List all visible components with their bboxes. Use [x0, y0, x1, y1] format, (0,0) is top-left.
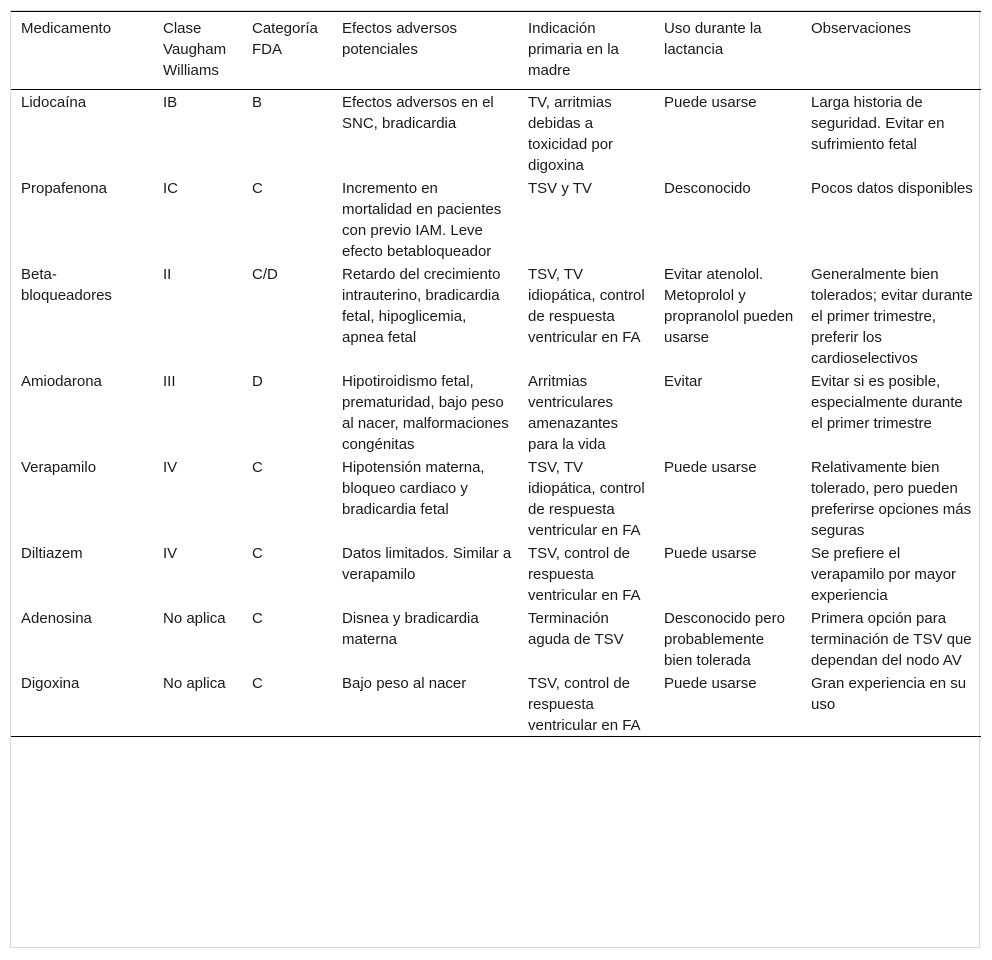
table-row [11, 90, 981, 177]
header-medicamento: Medicamento [21, 20, 112, 37]
cell-clase: No aplica [163, 610, 226, 627]
antiarrhythmic-drugs-table [11, 11, 981, 737]
header-indicacion: Indicación primaria en la madre [528, 20, 619, 79]
cell-medicamento: Verapamilo [21, 459, 97, 476]
cell-medicamento: Digoxina [21, 675, 80, 692]
cell-categoria: B [252, 94, 263, 111]
table-header [11, 12, 981, 90]
table-row [11, 262, 981, 369]
table-row [11, 671, 981, 737]
cell-clase: IV [163, 545, 178, 562]
table-body [11, 90, 981, 737]
cell-lactancia: Puede usarse [664, 545, 757, 562]
cell-observaciones: Gran experiencia en su uso [811, 675, 967, 713]
cell-observaciones: Generalmente bien tolerados; evitar durante el primer trimestre, preferir los cardioselectivos [811, 266, 973, 367]
cell-efectos: Hipotensión materna, bloqueo cardiaco y bradicardia fetal [342, 459, 485, 518]
header-lactancia: Uso durante la lactancia [664, 20, 762, 58]
cell-observaciones: Se prefiere el verapamilo por mayor experiencia [811, 545, 957, 604]
table-row [11, 606, 981, 671]
header-categoria-fda: Categoría FDA [252, 20, 318, 58]
cell-indicacion: TSV y TV [528, 180, 592, 197]
cell-indicacion: TSV, TV idiopática, control de respuesta ventricular en FA [528, 459, 645, 539]
table-row [11, 541, 981, 606]
cell-medicamento: Lidocaína [21, 94, 87, 111]
cell-clase: IB [163, 94, 178, 111]
header-row [11, 12, 981, 90]
cell-efectos: Datos limitados. Similar a verapamilo [342, 545, 512, 583]
cell-indicacion: TSV, control de respuesta ventricular en FA [528, 545, 641, 604]
cell-efectos: Hipotiroidismo fetal, prematuridad, bajo peso al nacer, malformaciones congénitas [342, 373, 509, 453]
cell-lactancia: Puede usarse [664, 94, 757, 111]
cell-lactancia: Desconocido [664, 180, 751, 197]
table-row [11, 176, 981, 262]
cell-medicamento: Adenosina [21, 610, 92, 627]
cell-efectos: Bajo peso al nacer [342, 675, 467, 692]
cell-clase: No aplica [163, 675, 226, 692]
cell-medicamento: Propafenona [21, 180, 107, 197]
cell-clase: IC [163, 180, 178, 197]
cell-clase: III [163, 373, 176, 390]
cell-observaciones: Relativamente bien tolerado, pero pueden preferirse opciones más seguras [811, 459, 972, 539]
cell-observaciones: Pocos datos disponibles [811, 180, 973, 197]
document-page [10, 10, 980, 948]
cell-indicacion: TSV, TV idiopática, control de respuesta ventricular en FA [528, 266, 645, 346]
cell-categoria: C/D [252, 266, 278, 283]
cell-medicamento: Amiodarona [21, 373, 102, 390]
cell-lactancia: Desconocido pero probablemente bien tolerada [664, 610, 785, 669]
cell-categoria: C [252, 545, 263, 562]
cell-lactancia: Evitar [664, 373, 703, 390]
cell-observaciones: Evitar si es posible, especialmente durante el primer trimestre [811, 373, 963, 432]
cell-lactancia: Puede usarse [664, 675, 757, 692]
cell-categoria: C [252, 459, 263, 476]
cell-clase: II [163, 266, 172, 283]
cell-medicamento: Diltiazem [21, 545, 83, 562]
cell-efectos: Incremento en mortalidad en pacientes con previo IAM. Leve efecto betabloqueador [342, 180, 502, 260]
table-row [11, 369, 981, 455]
header-clase: Clase Vaugham Williams [163, 20, 227, 79]
header-observaciones: Observaciones [811, 20, 912, 37]
cell-indicacion: TSV, control de respuesta ventricular en FA [528, 675, 641, 734]
cell-lactancia: Puede usarse [664, 459, 757, 476]
cell-indicacion: Arritmias ventriculares amenazantes para la vida [528, 373, 619, 453]
cell-categoria: C [252, 180, 263, 197]
cell-lactancia: Evitar atenolol. Metoprolol y propranolol pueden usarse [664, 266, 794, 346]
cell-indicacion: Terminación aguda de TSV [528, 610, 624, 648]
cell-observaciones: Primera opción para terminación de TSV que dependan del nodo AV [811, 610, 972, 669]
cell-efectos: Disnea y bradicardia materna [342, 610, 479, 648]
header-efectos-adversos: Efectos adversos potenciales [342, 20, 458, 58]
cell-medicamento: Beta-bloqueadores [21, 266, 112, 304]
cell-efectos: Retardo del crecimiento intrauterino, bradicardia fetal, hipoglicemia, apnea fetal [342, 266, 501, 346]
cell-categoria: C [252, 675, 263, 692]
cell-categoria: C [252, 610, 263, 627]
cell-observaciones: Larga historia de seguridad. Evitar en sufrimiento fetal [811, 94, 945, 153]
cell-clase: IV [163, 459, 178, 476]
cell-efectos: Efectos adversos en el SNC, bradicardia [342, 94, 494, 132]
table-row [11, 455, 981, 541]
cell-indicacion: TV, arritmias debidas a toxicidad por digoxina [528, 94, 614, 174]
cell-categoria: D [252, 373, 263, 390]
